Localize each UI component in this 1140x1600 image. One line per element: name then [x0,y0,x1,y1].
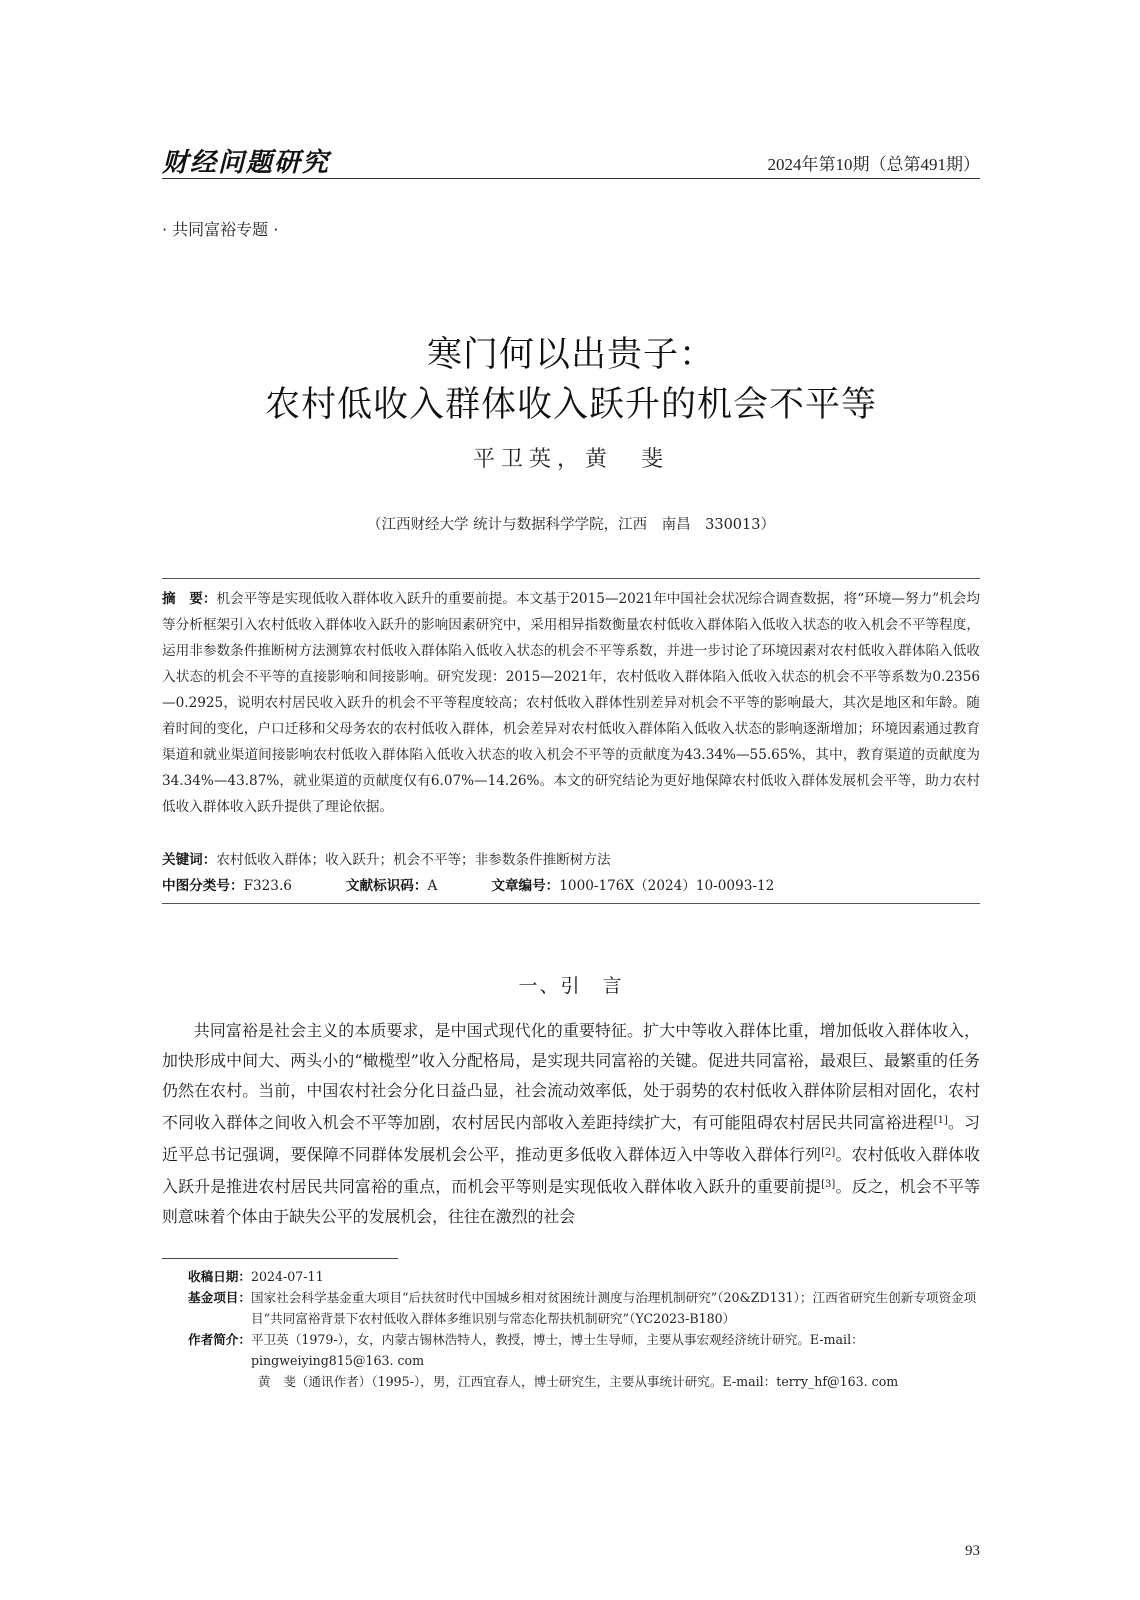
article-title [162,330,980,430]
header-rule [162,178,980,179]
page-header [162,142,980,178]
page-number: 93 [965,1543,980,1559]
keywords [162,848,980,868]
section-heading: 一、引 言 [518,975,624,997]
paragraph-text: 。反之，机会不平等则意味着个体由于缺失公平的发展机会，往往在激烈的社会 [162,1177,981,1226]
citation-ref[interactable]: [1] [933,1115,948,1126]
journal-logo: 财经问题研究 [162,148,331,178]
doc-code-value: A [427,878,438,894]
citation-ref[interactable]: [3] [821,1179,836,1190]
author-bio [188,1329,980,1371]
column-tag: · 共同富裕专题 · [162,220,279,239]
received-label: 收稿日期： [188,1269,251,1284]
paragraph-text: 。习近平总书记强调，要保障不同群体发展机会公平，推动更多低收入群体迈入中等收入群体行列 [162,1113,981,1164]
title-line-1: 寒门何以出贵子： [426,335,715,375]
authors: 平卫英，黄 斐 [472,447,669,472]
clc-value: F323.6 [243,878,292,894]
footnotes [188,1266,980,1392]
abstract-top-rule [162,578,980,579]
doc-code-label: 文献标识码： [345,878,428,894]
citation-ref[interactable]: [2] [821,1147,836,1158]
article-number-label: 文章编号： [491,878,560,894]
clc-label: 中图分类号： [162,878,244,894]
paragraph-text: 共同富裕是社会主义的本质要求，是中国式现代化的重要特征。扩大中等收入群体比重，增加低收入群体收入，加快形成中间大、两头小的“橄榄型”收入分配格局，是实现共同富裕的关键。促进共同富裕，最艰巨、最繁重的任务仍然在农村。当前，中国农村社会分化日益凸显，社会流动效率低，处于弱势的农村低收入群体阶层相对固化，农村不同收入群体之间收入机会不平等加剧，农村居民内部收入差距持续扩大，有可能阻碍农村居民共同富裕进程 [162,1021,980,1132]
fund-label: 基金项目： [188,1290,251,1305]
abstract [162,586,980,820]
classification-line [162,874,980,894]
received-value: 2024-07-11 [250,1269,324,1284]
abstract-label: 摘 要： [162,591,217,607]
title-line-2: 农村低收入群体收入跃升的机会不平等 [264,385,877,425]
fund-value: 国家社会科学基金重大项目“后扶贫时代中国城乡相对贫困统计测度与治理机制研究”（20&ZD131）；江西省研究生创新专项资金项目“共同富裕背景下农村低收入群体多维识别与常态化帮扶机制研究”（YC2023-B180） [250,1290,977,1326]
author-1-bio: 平卫英（1979-），女，内蒙古锡林浩特人，教授，博士，博士生导师，主要从事宏观经济统计研究。E-mail：pingweiying815@163. com [250,1332,864,1368]
received-date [188,1266,980,1287]
author-2-bio: 黄 斐（通讯作者）（1995-），男，江西宜春人，博士研究生，主要从事统计研究。E-mail：terry_hf@163. com [258,1374,899,1389]
paragraph-text: 。农村低收入群体收入跃升是推进农村居民共同富裕的重点，而机会平等则是实现低收入群体收入跃升的重要前提 [162,1145,981,1196]
keywords-text: 农村低收入群体；收入跃升；机会不平等；非参数条件推断树方法 [216,852,611,868]
abstract-bottom-rule [162,903,980,904]
article-number-value: 1000-176X（2024）10-0093-12 [559,878,775,894]
intro-paragraph [162,1016,980,1232]
fund-info [188,1287,980,1329]
footnote-rule [162,1258,398,1259]
issue-info: 2024年第10期（总第491期） [767,155,980,174]
keywords-label: 关键词： [162,852,217,868]
affiliation: （江西财经大学 统计与数据科学学院，江西 南昌 330013） [367,517,775,533]
abstract-text: 机会平等是实现低收入群体收入跃升的重要前提。本文基于2015—2021年中国社会状况综合调查数据，将“环境—努力”机会均等分析框架引入农村低收入群体收入跃升的影响因素研究中，采用相异指数衡量农村低收入群体陷入低收入状态的收入机会不平等程度，运用非参数条件推断树方法测算农村低收入群体陷入低收入状态的机会不平等系数，并进一步讨论了环境因素对农村低收入群体陷入低收入状态的机会不平等的直接影响和间接影响。研究发现：2015—2021年，农村低收入群体陷入低收入状态的机会不平等系数为0.2356—0.2925，说明农村居民收入跃升的机会不平等程度较高；农村低收入群体性别差异对机会不平等的影响最大，其次是地区和年龄。随着时间的变化，户口迁移和父母务农的农村低收入群体，机会差异对农村低收入群体陷入低收入状态的影响逐渐增加；环境因素通过教育渠道和就业渠道间接影响农村低收入群体陷入低收入状态的收入机会不平等的贡献度为43.34%—55.65%，其中，教育渠道的贡献度为34.34%—43.87%，就业渠道的贡献度仅有6.07%—14.26%。本文的研究结论为更好地保障农村低收入群体发展机会平等，助力农村低收入群体收入跃升提供了理论依据。 [162,591,980,815]
author-label: 作者简介： [188,1332,251,1347]
